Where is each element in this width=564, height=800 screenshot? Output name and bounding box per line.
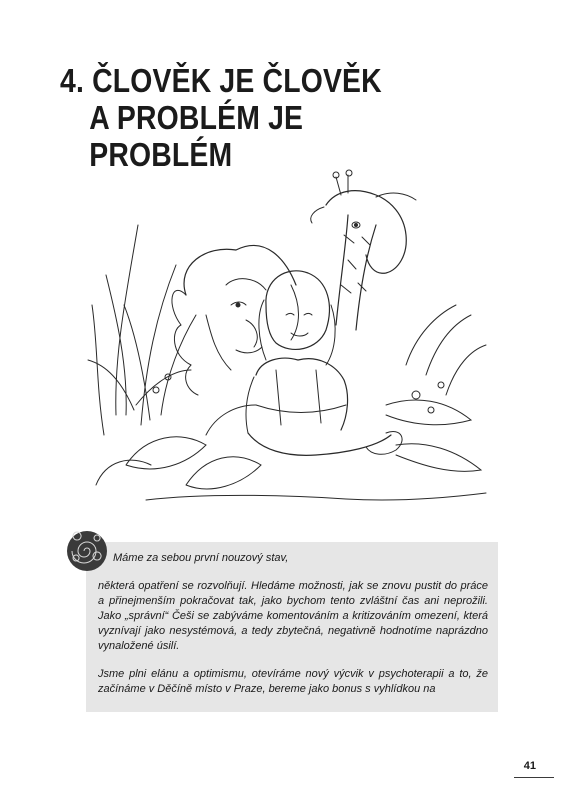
chapter-title-line-1: 4. ČLOVĚK JE ČLOVĚK [60, 62, 382, 99]
page-number: 41 [523, 760, 536, 772]
chapter-title [60, 62, 421, 173]
page-number-rule [514, 777, 554, 778]
excerpt-paragraph-1: některá opatření se rozvolňují. Hledáme možnosti, jak se znovu pustit do práce a přinejmenším pokračovat tak, jako bychom tento zvláštní čas ani neprožili. Jako „správní“ Češi se zabýváme komentováním a kritizováním omezení, která vyznívají jako nesystémová, a tedy zbytečná, negativně hodnotíme naprázdno vynaložené úsilí. [98, 580, 488, 652]
illustration-drawing [86, 165, 496, 515]
excerpt-paragraph-2: Jsme plni elánu a optimismu, otevíráme nový výcvik v psychoterapii a to, že začínáme v Děčíně místo v Praze, bereme jako bonus s vyhlídkou na [98, 668, 488, 695]
chapter-illustration [86, 165, 496, 515]
spiral-ornament-icon [66, 530, 108, 572]
chapter-title-line-2: A PROBLÉM JE PROBLÉM [89, 99, 304, 173]
excerpt-lead-line: Máme za sebou první nouzový stav, [113, 552, 289, 564]
